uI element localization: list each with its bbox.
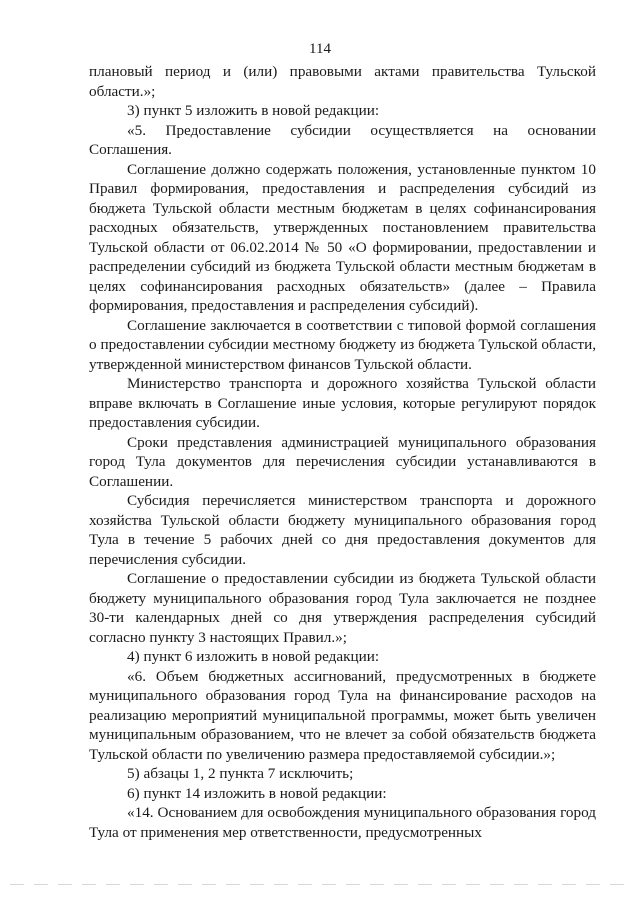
paragraph-continuation: плановый период и (или) правовыми актами правительства Тульской области.»; (89, 63, 596, 100)
document-body (89, 62, 596, 842)
paragraph-clause-5: «5. Предоставление субсидии осуществляется на основании Соглашения. (89, 121, 596, 158)
paragraph-clause-6: «6. Объем бюджетных ассигнований, предусмотренных в бюджете муниципального образования город Тула на финансирование расходов на реализацию мероприятий муниципальной программы, может быть увеличен муниципальным образованием, что не влечет за собой обязательств бюджета Тульской области по увеличению размера предоставляемой субсидии.»; (89, 667, 596, 763)
paragraph-item-4: 4) пункт 6 изложить в новой редакции: (127, 648, 380, 665)
paragraph-agreement-form: Соглашение заключается в соответствии с типовой формой соглашения о предоставлении субсидии местному бюджету из бюджета Тульской области, утвержденной министерством финансов Тульской области. (89, 316, 596, 373)
paragraph-item-5: 5) абзацы 1, 2 пункта 7 исключить; (127, 765, 354, 782)
paragraph-subsidy-transfer: Субсидия перечисляется министерством транспорта и дорожного хозяйства Тульской области бюджету муниципального образования город Тула в течение 5 рабочих дней со дня предоставления документов для перечисления субсидии. (89, 492, 596, 568)
paragraph-item-3: 3) пункт 5 изложить в новой редакции: (127, 102, 380, 119)
paragraph-item-6: 6) пункт 14 изложить в новой редакции: (127, 784, 387, 802)
paragraph-document-deadlines: Сроки представления администрацией муниципального образования город Тула документов для перечисления субсидии устанавливаются в Соглашении. (89, 433, 596, 490)
paragraph-clause-14: «14. Основанием для освобождения муниципального образования город Тула от применения мер ответственности, предусмотренных (89, 804, 596, 841)
scan-edge-artifact (10, 884, 630, 885)
page-number: 114 (309, 41, 331, 57)
paragraph-agreement-deadline: Соглашение о предоставлении субсидии из бюджета Тульской области бюджету муниципального образования город Тула заключается не позднее 30-ти календарных дней со дня утверждения распределения субсидий согласно пункту 3 настоящих Правил.»; (89, 570, 596, 646)
paragraph-agreement-contents: Соглашение должно содержать положения, установленные пунктом 10 Правил формирования, предоставления и распределения субсидий из бюджета Тульской области местным бюджетам в целях софинансирования расходных обязательств, утвержденных постановлением правительства Тульской области от 06.02.2014 № 50 «О формировании, предоставлении и распределении субсидий из бюджета Тульской области местным бюджетам в целях софинансирования расходных обязательств» (далее – Правила формирования, предоставления и распределения субсидий). (89, 160, 596, 314)
paragraph-ministry-conditions: Министерство транспорта и дорожного хозяйства Тульской области вправе включать в Соглашение иные условия, которые регулируют порядок предоставления субсидии. (89, 375, 596, 431)
